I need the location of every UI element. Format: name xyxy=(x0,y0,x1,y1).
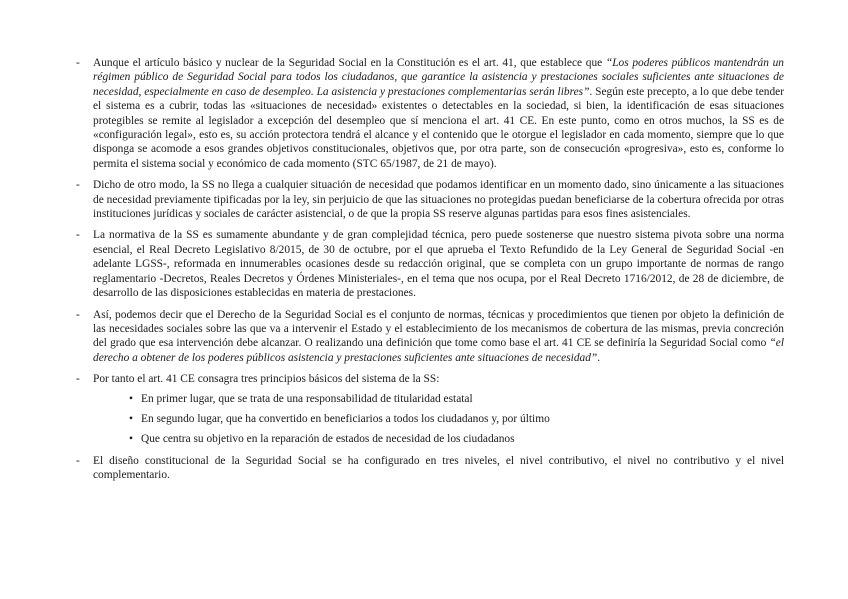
principle-item xyxy=(93,392,784,406)
list-item xyxy=(76,454,784,483)
paragraph-text: . xyxy=(597,351,601,364)
list-item xyxy=(76,372,784,447)
list-item xyxy=(76,228,784,300)
dash-marker: - xyxy=(76,454,80,467)
paragraph-list xyxy=(76,56,784,490)
bullet-marker: • xyxy=(129,392,133,405)
list-item xyxy=(76,178,784,221)
principles-list xyxy=(93,392,784,447)
paragraph-text: El diseño constitucional de la Seguridad Social se ha configurado en tres niveles, el nivel contributivo, el nivel no contributivo y el nivel complementario. xyxy=(93,454,784,482)
constitution-quote: “Los poderes públicos mantendrán un régimen público de Seguridad Social para todos los ciudadanos, que garantice la asistencia y prestaciones sociales suficientes ante situaciones de necesidad, especialmente en caso de desempleo. La asistencia y prestaciones complementarias serán libres” xyxy=(93,57,784,98)
dash-marker: - xyxy=(76,57,80,69)
principle-item xyxy=(93,432,784,446)
dash-marker: - xyxy=(76,179,80,192)
dash-marker: - xyxy=(76,229,80,242)
paragraph-text: Aunque el artículo básico y nuclear de la Seguridad Social en la Constitución es el art. 41, que establece que xyxy=(93,57,606,69)
list-item xyxy=(76,56,784,171)
principle-text: En segundo lugar, que ha convertido en beneficiarios a todos los ciudadanos y, por último xyxy=(141,412,550,425)
paragraph-text: Así, podemos decir que el Derecho de la Seguridad Social es el conjunto de normas, técnicas y procedimientos que tienen por objeto la definición de las necesidades sociales sobre las que va a intervenir el Estado y el establecimiento de los mecanismos de cobertura de las mismas, previa concreción del grado que esa intervención debe alcanzar. O realizando una definición que tome como base el art. 41 CE se definiría la Seguridad Social como xyxy=(93,308,784,350)
principle-text: En primer lugar, que se trata de una responsabilidad de titularidad estatal xyxy=(141,392,473,405)
list-item xyxy=(76,308,784,366)
principle-item xyxy=(93,412,784,426)
definition-quote: “el derecho a obtener de los poderes públicos asistencia y prestaciones suficientes ante situaciones de necesidad” xyxy=(93,337,784,364)
bullet-marker: • xyxy=(129,412,133,425)
dash-marker: - xyxy=(76,308,80,321)
bullet-marker: • xyxy=(129,433,133,446)
principle-text: Que centra su objetivo en la reparación de estados de necesidad de los ciudadanos xyxy=(141,433,515,446)
paragraph-text: . Según este precepto, a lo que debe tender el sistema es a cubrir, todas las «situaciones de necesidad» existentes o detectables en la sociedad, si bien, la identificación de esas situaciones protegibles se remite al legislador a excepción del desempleo que sí menciona el art. 41 CE. En este punto, como en otros muchos, la SS es de «configuración legal», esto es, su acción protectora tendrá el alcance y el contenido que le otorgue el legislador en cada momento, siempre que lo que disponga se acomode a esos grandes objetivos constitucionales, objetivos que, por otra parte, son de consecución «progresiva», esto es, conforme lo permita el sistema social y económico de cada momento (STC 65/1987, de 21 de mayo). xyxy=(93,85,784,170)
paragraph-text: Dicho de otro modo, la SS no llega a cualquier situación de necesidad que podamos identificar en un momento dado, sino únicamente a las situaciones de necesidad previamente tipificadas por la ley, sin perjuicio de que las situaciones no protegidas puedan beneficiarse de la cobertura ofrecida por otras instituciones jurídicas y sociales de carácter asistencial, o de que la propia SS reserve algunas partidas para esos fines asistenciales. xyxy=(93,179,784,221)
paragraph-text: La normativa de la SS es sumamente abundante y de gran complejidad técnica, pero puede sostenerse que nuestro sistema pivota sobre una norma esencial, el Real Decreto Legislativo 8/2015, de 30 de octubre, por el que aprueba el Texto Refundido de la Ley General de Seguridad Social -en adelante LGSS-, reformada en innumerables ocasiones desde su redacción original, que se completa con un grupo importante de normas de rango reglamentario -Decretos, Reales Decretos y Órdenes Ministeriales-, en el tema que nos ocupa, por el Real Decreto 1716/2012, de 28 de diciembre, de desarrollo de las disposiciones establecidas en materia de prestaciones. xyxy=(93,229,784,300)
dash-marker: - xyxy=(76,373,80,386)
paragraph-text: Por tanto el art. 41 CE consagra tres principios básicos del sistema de la SS: xyxy=(93,373,440,386)
